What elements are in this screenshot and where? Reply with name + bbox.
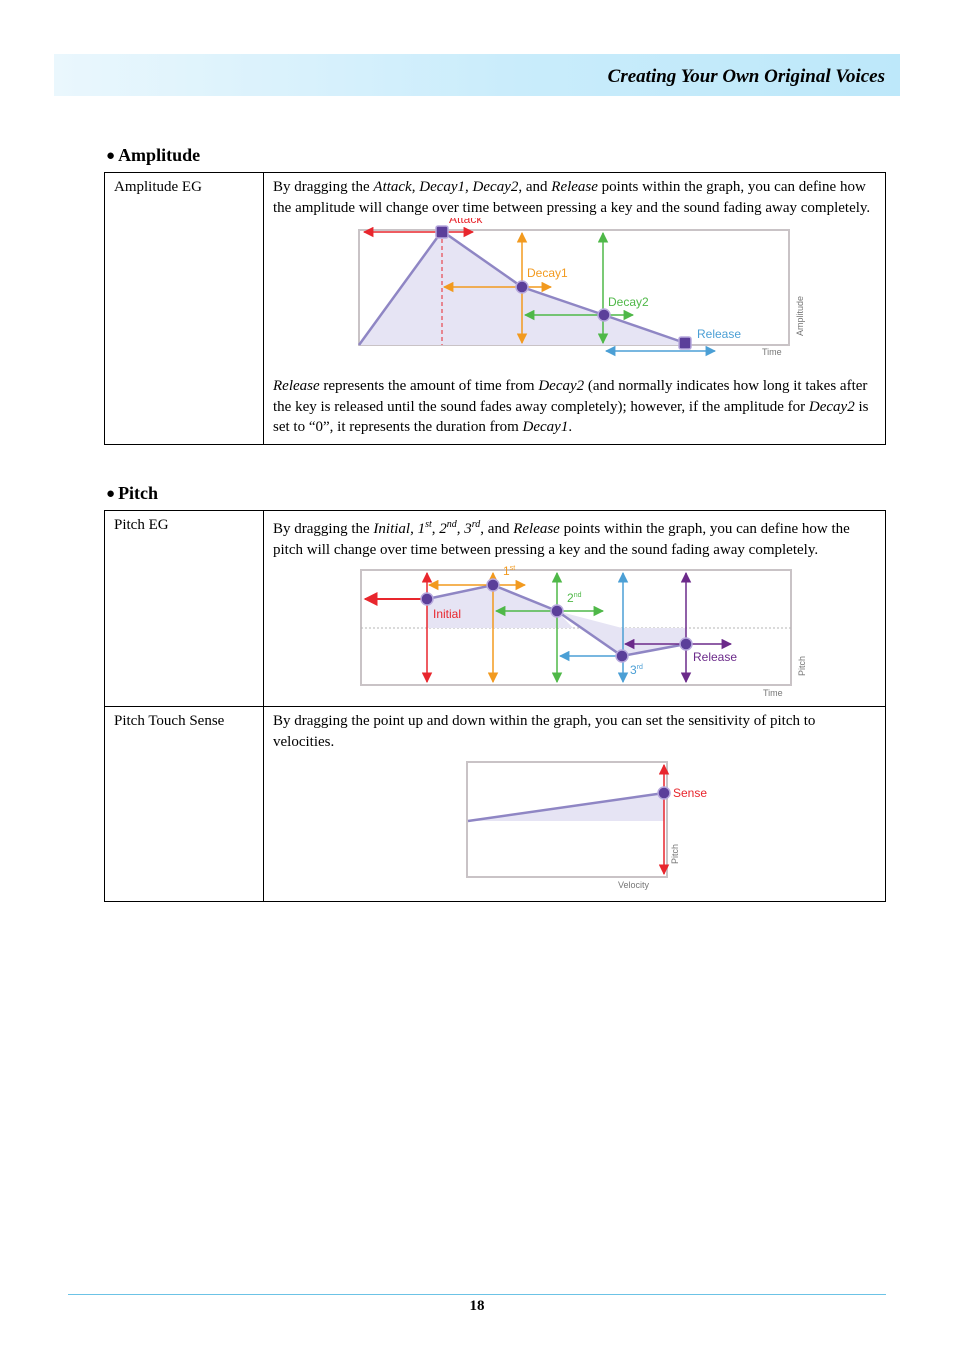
text-run: 2 (439, 521, 447, 537)
table-row (105, 707, 886, 902)
decay2-label: Decay2 (608, 295, 649, 309)
page-header-title: Creating Your Own Original Voices (607, 66, 885, 87)
pitch-touch-sense-description (273, 711, 876, 752)
decay2-point[interactable] (598, 309, 610, 321)
text-run: points within the graph, you can define how the amplitude will change over time between pressing a key and the sound fading away completely. (273, 179, 871, 216)
pitch-heading (106, 483, 158, 504)
release-point[interactable] (679, 337, 691, 349)
pitch-eg-label: Pitch EG (105, 511, 264, 707)
text-run: nd (446, 519, 457, 530)
pitch-eg-description (273, 515, 876, 560)
amplitude-eg-graph (273, 218, 876, 376)
initial-label: Initial (433, 607, 462, 621)
second-point[interactable] (551, 605, 563, 617)
release-label: Release (697, 327, 742, 341)
pitch-touch-sense-graph (273, 752, 876, 892)
third-point[interactable] (616, 650, 628, 662)
sense-point[interactable] (658, 787, 670, 799)
release-note (273, 376, 876, 438)
text-run: By dragging the (273, 521, 374, 537)
page-number: 18 (469, 1298, 485, 1314)
text-run: is set to “0”, it represents the duration from (273, 398, 869, 435)
text-run: , and (518, 179, 552, 195)
text-run: Release (273, 378, 320, 394)
text-run: , (410, 521, 418, 537)
text-run: rd (471, 519, 481, 530)
first-point[interactable] (487, 579, 499, 591)
first-label: 1st (503, 564, 516, 578)
time-axis-label: Time (763, 688, 783, 698)
footer-divider (68, 1294, 886, 1295)
text-run: By dragging the point up and down within the graph, you can set the sensitivity of pitch to velocities. (273, 713, 816, 750)
third-label: 3rd (630, 663, 643, 677)
text-run: , (411, 179, 420, 195)
initial-point[interactable] (421, 593, 433, 605)
amplitude-axis-label: Amplitude (795, 295, 805, 336)
amplitude-table (104, 172, 886, 445)
table-row (105, 511, 886, 707)
header-band (54, 54, 900, 96)
amplitude-heading-text: Amplitude (118, 145, 201, 165)
pitch-eg-graph (273, 560, 876, 700)
text-run: Initial (373, 521, 411, 537)
time-axis-label: Time (762, 347, 782, 357)
text-run: 3 (464, 521, 472, 537)
pitch-table (104, 510, 886, 902)
text-run: st (425, 519, 432, 530)
text-run: , and (480, 521, 514, 537)
sense-label: Sense (673, 786, 708, 800)
text-run: Decay1 (522, 419, 569, 435)
amplitude-eg-svg (273, 218, 954, 376)
bullet-icon: ● (106, 486, 116, 502)
attack-point[interactable] (436, 226, 448, 238)
text-run: Release (513, 521, 560, 537)
pitch-touch-sense-svg (273, 752, 954, 892)
text-run: 1 (417, 521, 426, 537)
text-run: Decay2 (808, 398, 855, 415)
attack-label: Attack (449, 218, 483, 226)
amplitude-eg-content (264, 173, 886, 445)
table-row (105, 173, 886, 445)
text-run: Decay2 (472, 179, 519, 195)
text-run: represents the amount of time from (319, 378, 539, 394)
text-run: By dragging the (273, 179, 374, 195)
pitch-touch-sense-content (264, 707, 886, 902)
text-run: Release (551, 179, 598, 195)
pitch-touch-sense-label: Pitch Touch Sense (105, 707, 264, 902)
release-point[interactable] (680, 638, 692, 650)
amplitude-eg-description (273, 177, 876, 218)
text-run: . (568, 419, 573, 435)
bullet-icon: ● (106, 148, 116, 164)
text-run: Decay1 (419, 179, 466, 195)
text-run: points within the graph, you can define how the pitch will change over time between pressing a key and the sound fading away completely. (273, 521, 850, 558)
text-run: , (456, 521, 465, 537)
amplitude-eg-label: Amplitude EG (105, 173, 264, 445)
pitch-heading-text: Pitch (118, 483, 159, 503)
text-run: , (465, 179, 473, 195)
amplitude-heading (106, 145, 200, 166)
release-label: Release (693, 650, 738, 664)
pitch-eg-content (264, 511, 886, 707)
decay1-label: Decay1 (527, 266, 568, 280)
pitch-axis-label: Pitch (670, 843, 680, 864)
pitch-axis-label: Pitch (797, 655, 807, 676)
text-run: Decay2 (538, 378, 585, 394)
pitch-eg-svg (273, 560, 954, 700)
velocity-axis-label: Velocity (618, 880, 650, 890)
text-run: Attack (373, 179, 412, 195)
decay1-point[interactable] (516, 281, 528, 293)
text-run: , (431, 521, 440, 537)
text-run: (and normally indicates how long it takes after the key is released until the sound fades away completely); however, if the amplitude for (273, 378, 868, 415)
second-label: 2nd (567, 591, 582, 605)
